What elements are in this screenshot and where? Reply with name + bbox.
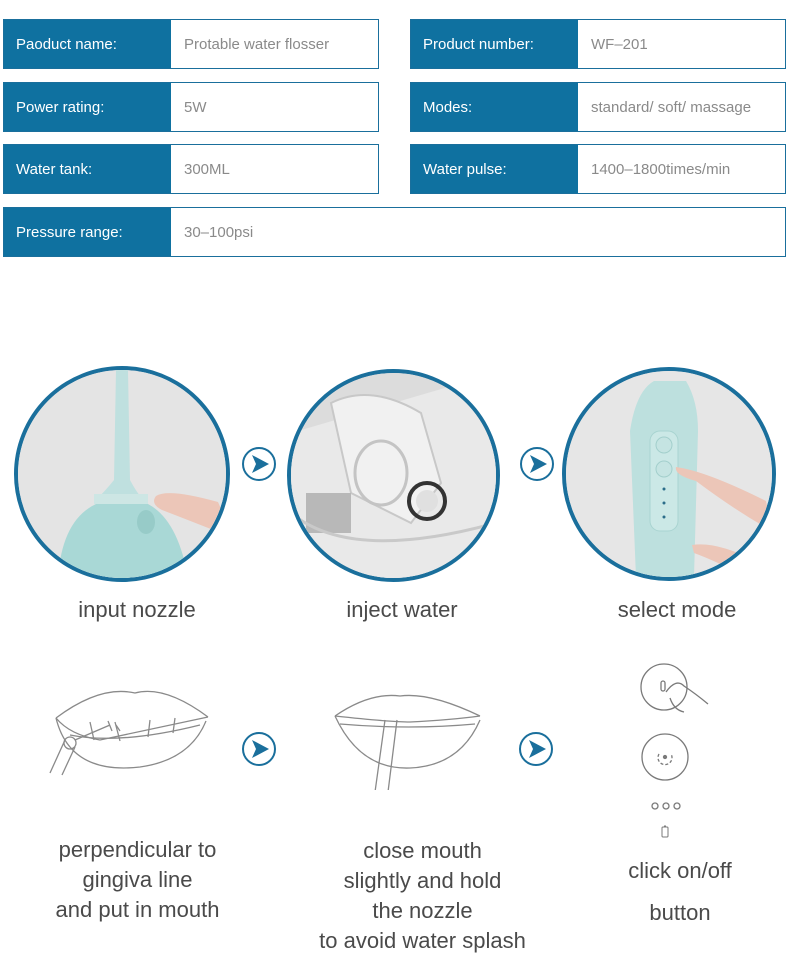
caption-line: close mouth	[363, 838, 482, 863]
caption-line: click on/off	[628, 858, 732, 883]
spec-row-water-tank	[3, 144, 379, 194]
spec-row-power-rating	[3, 82, 379, 132]
spec-row-product-number	[410, 19, 786, 69]
spec-value: Protable water flosser	[184, 35, 330, 53]
closed-mouth-drawing	[330, 690, 490, 790]
step-caption-close-mouth	[295, 836, 550, 956]
step-caption-click-button	[580, 850, 780, 934]
caption-line: slightly and hold	[343, 868, 502, 893]
spec-value: 300ML	[184, 160, 230, 178]
spec-row-product-name	[3, 19, 379, 69]
caption-line: button	[649, 900, 711, 925]
step-caption-perpendicular	[10, 835, 265, 925]
power-button-press-icon	[636, 660, 716, 720]
arrow-right-icon	[518, 731, 554, 767]
power-button-icon	[640, 732, 690, 782]
spec-value: WF–201	[591, 35, 648, 53]
spec-label: Paoduct name:	[4, 20, 171, 68]
spec-value: 30–100psi	[184, 223, 254, 241]
step-label: select mode	[617, 597, 737, 622]
spec-label: Power rating:	[4, 83, 171, 131]
spec-value: 1400–1800times/min	[591, 160, 731, 178]
spec-row-water-pulse	[410, 144, 786, 194]
spec-value: 5W	[184, 98, 207, 116]
spec-row-modes	[410, 82, 786, 132]
arrow-right-icon	[241, 731, 277, 767]
battery-icon	[660, 825, 670, 839]
step-label: input nozzle	[78, 597, 196, 622]
water-tank-fill-photo	[287, 369, 500, 582]
spec-label: Modes:	[411, 83, 578, 131]
mode-button-photo	[562, 367, 776, 581]
mode-indicator-dots-icon	[650, 800, 682, 812]
spec-label: Water tank:	[4, 145, 171, 193]
spec-row-pressure-range	[3, 207, 786, 257]
teeth-nozzle-drawing	[40, 685, 210, 780]
arrow-right-icon	[519, 446, 555, 482]
spec-label: Water pulse:	[411, 145, 578, 193]
caption-line: gingiva line	[82, 867, 193, 892]
caption-line: perpendicular to	[58, 837, 217, 862]
spec-label: Pressure range:	[4, 208, 171, 256]
caption-line: the nozzle	[372, 898, 473, 923]
spec-value: standard/ soft/ massage	[591, 98, 752, 116]
caption-line: and put in mouth	[55, 897, 220, 922]
caption-line: to avoid water splash	[319, 928, 526, 953]
spec-label: Product number:	[411, 20, 578, 68]
step-label: inject water	[346, 597, 458, 622]
nozzle-attach-photo	[14, 366, 230, 582]
arrow-right-icon	[241, 446, 277, 482]
